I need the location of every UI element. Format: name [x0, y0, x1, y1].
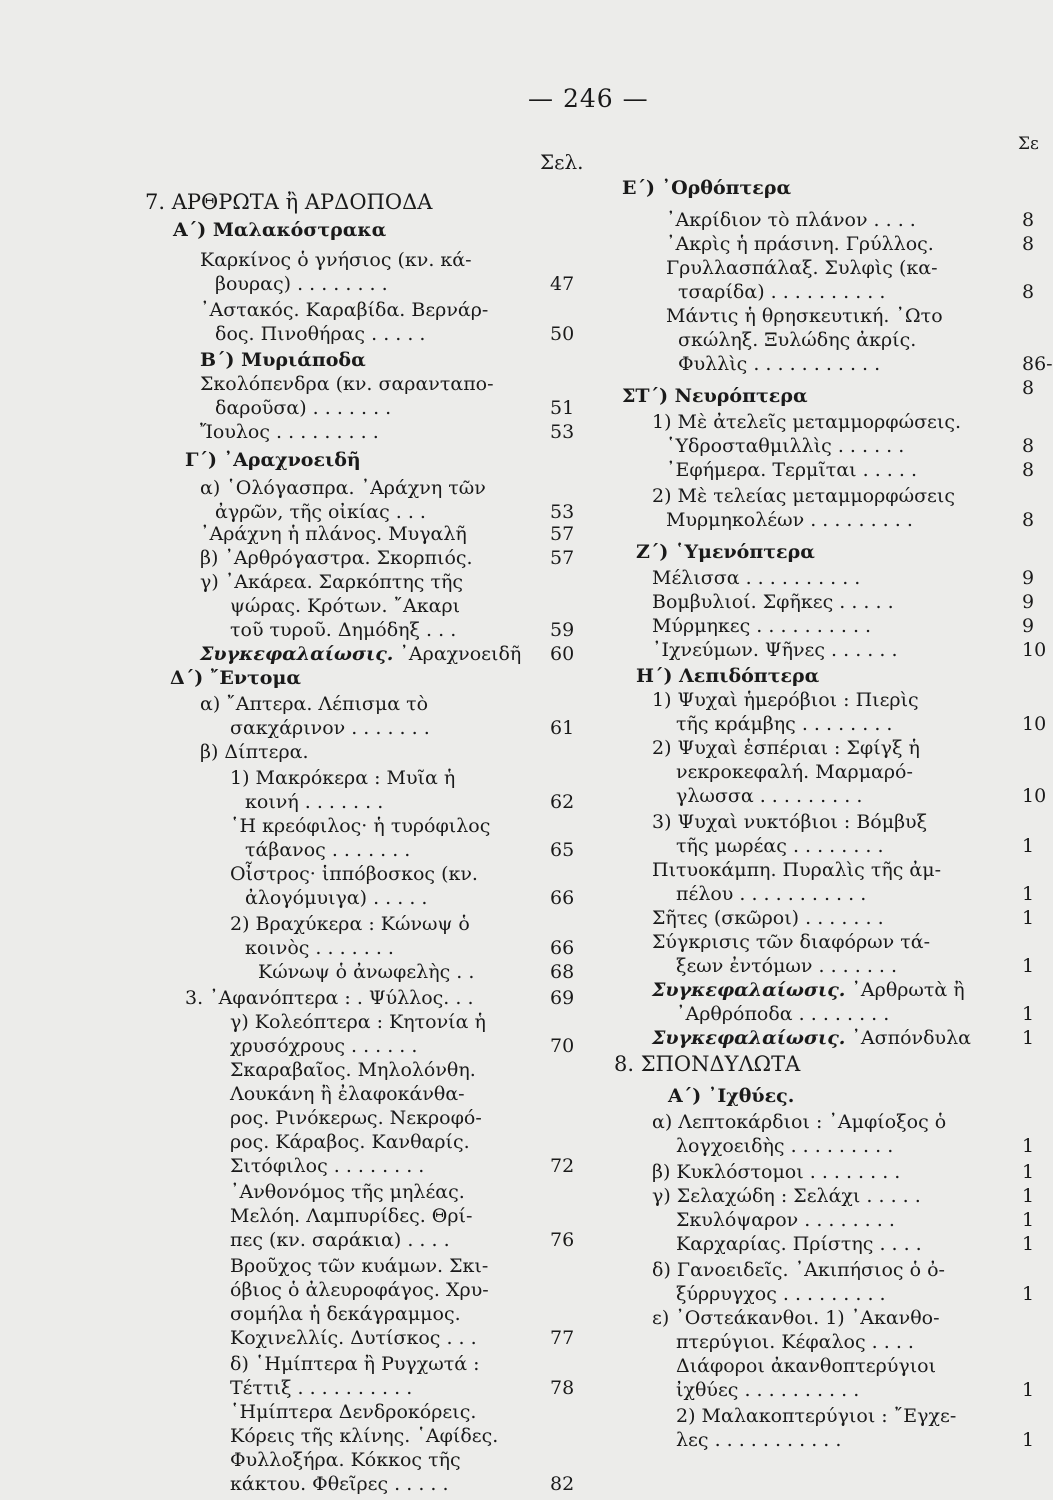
right-page-number: 1 — [1022, 1161, 1035, 1183]
left-entry-text: β) ᾿Αρθρόγαστρα. Σκορπιός. — [200, 547, 473, 569]
right-entry-text: Μάντις ἡ θρησκευτική. ᾿Ωτο — [666, 305, 943, 327]
right-page-number: 8 — [1022, 281, 1035, 303]
left-page-number: 53 — [550, 501, 575, 523]
left-page-number: 70 — [550, 1035, 575, 1057]
left-entry-text: Ἴουλος . . . . . . . . . — [200, 421, 379, 443]
right-entry-text: 2) Μαλακοπτερύγιοι : ῎Εγχε- — [676, 1405, 957, 1427]
left-page-number: 59 — [550, 619, 575, 641]
right-entry-text: τῆς μωρέας . . . . . . . . — [676, 835, 884, 857]
right-entry-text: ῾Υδροσταθμιλλὶς . . . . . . — [666, 435, 905, 457]
left-entry-text: Δ΄) ῎Εντομα — [170, 667, 301, 689]
left-entry-text: δαροῦσα) . . . . . . . — [215, 397, 392, 419]
left-entry-text: Κώνωψ ὁ ἀνωφελὴς . . — [258, 961, 475, 983]
left-page-number: 66 — [550, 887, 575, 909]
right-entry-text: ΣΤ΄) Νευρόπτερα — [622, 385, 808, 407]
left-page-number: 57 — [550, 547, 575, 569]
right-entry-text: Καρχαρίας. Πρίστης . . . . — [676, 1233, 922, 1255]
left-entry-text: ἀγρῶν, τῆς οἰκίας . . . — [215, 501, 426, 523]
right-entry-text: σκώληξ. Ξυλώδης ἀκρίς. — [678, 329, 917, 351]
right-entry-text: 2) Ψυχαὶ ἑσπέριαι : Σφίγξ ἡ — [652, 737, 920, 759]
right-page-number: 1 — [1022, 1027, 1035, 1049]
right-entry-text: Μέλισσα . . . . . . . . . . — [652, 567, 861, 589]
right-page-number: 1 — [1022, 1233, 1035, 1255]
left-entry-text: κάκτου. Φθεῖρες . . . . . — [230, 1473, 449, 1495]
left-page-number: 82 — [550, 1473, 575, 1495]
right-entry-text: γλωσσα . . . . . . . . . — [676, 785, 863, 807]
right-entry-text: Ε΄) ᾿Ορθόπτερα — [622, 177, 792, 199]
sel-column-label-right: Σε — [1018, 134, 1039, 154]
right-page-number: 1 — [1022, 1135, 1035, 1157]
right-entry-text: Συγκεφαλαίωσις. ᾿Αρθρωτὰ ἢ — [652, 979, 965, 1001]
right-entry-text: ξύρρυγχος . . . . . . . . . — [676, 1283, 886, 1305]
right-entry-text: πέλου . . . . . . . . . . . — [676, 883, 867, 905]
right-page-number: 8 — [1022, 233, 1035, 255]
left-entry-text: 1) Μακρόκερα : Μυῖα ἡ — [230, 767, 456, 789]
left-page-number: 66 — [550, 937, 575, 959]
right-entry-text: νεκροκεφαλή. Μαρμαρό- — [676, 761, 913, 783]
left-entry-text: σομήλα ἡ δεκάγραμμος. — [230, 1303, 461, 1325]
right-entry-text: Σῆτες (σκῶροι) . . . . . . . — [652, 907, 884, 929]
right-entry-text: Μυρμηκολέων . . . . . . . . . — [666, 509, 913, 531]
left-page-number: 61 — [550, 717, 575, 739]
left-entry-text: Λουκάνη ἢ ἐλαφοκάνθα- — [230, 1083, 465, 1105]
left-entry-text: Γ΄) ᾿Αραχνοειδῆ — [185, 449, 361, 471]
right-entry-text: 1) Ψυχαὶ ἡμερόβιοι : Πιερὶς — [652, 689, 919, 711]
right-entry-text: 2) Μὲ τελείας μεταμμορφώσεις — [652, 485, 955, 507]
right-entry-text: Η΄) Λεπιδόπτερα — [636, 665, 820, 687]
right-entry-text: τσαρίδα) . . . . . . . . . . — [678, 281, 886, 303]
right-page-number: 1 — [1022, 907, 1035, 929]
right-entry-text: Φυλλὶς . . . . . . . . . . . — [678, 353, 881, 375]
left-entry-text: Συγκεφαλαίωσις. ᾿Αραχνοειδῆ — [200, 643, 522, 665]
left-entry-text: ῾Η κρεόφιλος· ἡ τυρόφιλος — [230, 815, 491, 837]
left-page-number: 47 — [550, 273, 575, 295]
right-entry-text: ᾿Ακρίδιον τὸ πλάνον . . . . — [666, 209, 916, 231]
left-page-number: 65 — [550, 839, 575, 861]
left-entry-text: πες (κν. σαράκια) . . . . — [230, 1229, 450, 1251]
left-entry-text: α) ῎Απτερα. Λέπισμα τὸ — [200, 693, 429, 715]
left-entry-text: Σκολόπενδρα (κν. σαρανταπο- — [200, 373, 494, 395]
left-entry-text: ᾿Αράχνη ἡ πλάνος. Μυγαλῆ — [200, 523, 467, 545]
right-entry-text: Συγκεφαλαίωσις. ᾿Ασπόνδυλα — [652, 1027, 971, 1049]
right-entry-text: ᾿Ιχνεύμων. Ψῆνες . . . . . . — [652, 639, 898, 661]
right-entry-text: Α΄) ᾿Ιχθύες. — [668, 1085, 795, 1107]
right-page-number: 86-8 — [1022, 353, 1053, 399]
right-page-number: 1 — [1022, 883, 1035, 905]
right-entry-text: Σκυλόψαρον . . . . . . . . — [676, 1209, 895, 1231]
left-entry-text: κοινή . . . . . . . — [245, 791, 384, 813]
right-entry-text: ξεων ἐντόμων . . . . . . . — [676, 955, 898, 977]
right-entry-text: ᾿Αρθρόποδα . . . . . . . . — [676, 1003, 890, 1025]
left-entry-text: Κοχινελλίς. Δυτίσκος . . . — [230, 1327, 477, 1349]
left-entry-text: δος. Πινοθήρας . . . . . — [215, 323, 426, 345]
left-entry-text: Βροῦχος τῶν κυάμων. Σκι- — [230, 1255, 489, 1277]
left-entry-text: τάβανος . . . . . . . — [245, 839, 411, 861]
left-entry-text: χρυσόχρους . . . . . . — [230, 1035, 418, 1057]
right-entry-text: Ζ΄) ῾Υμενόπτερα — [636, 541, 815, 563]
left-entry-text: Φυλλοξήρα. Κόκκος τῆς — [230, 1449, 461, 1471]
left-entry-text: α) ῾Ολόγασπρα. ᾿Αράχνη τῶν — [200, 477, 486, 499]
left-entry-text: β) Δίπτερα. — [200, 741, 309, 763]
left-entry-text: Καρκίνος ὁ γνήσιος (κν. κά- — [200, 249, 472, 271]
right-entry-text: Πιτυοκάμπη. Πυραλὶς τῆς ἀμ- — [652, 859, 941, 881]
left-entry-text: βουρας) . . . . . . . . — [215, 273, 388, 295]
left-entry-text: γ) ᾿Ακάρεα. Σαρκόπτης τῆς — [200, 571, 464, 593]
right-entry-text: ἰχθύες . . . . . . . . . . — [676, 1379, 860, 1401]
right-page-number: 1 — [1022, 1379, 1035, 1401]
left-entry-text: δ) ῾Ημίπτερα ἢ Ρυγχωτά : — [230, 1353, 480, 1375]
left-page-number: 78 — [550, 1377, 575, 1399]
left-entry-text: ψώρας. Κρότων. ῎Ακαρι — [230, 595, 461, 617]
right-entry-text: 8. ΣΠΟΝΔΥΛΩΤΑ — [614, 1052, 801, 1076]
left-page-number: 76 — [550, 1229, 575, 1251]
right-page-number: 1 — [1022, 1185, 1035, 1207]
right-page-number: 10 — [1022, 713, 1047, 735]
left-entry-text: ᾿Αστακός. Καραβίδα. Βερνάρ- — [200, 299, 489, 321]
right-entry-text: ᾿Εφήμερα. Τερμῖται . . . . . — [666, 459, 917, 481]
right-entry-text: πτερύγιοι. Κέφαλος . . . . — [676, 1331, 914, 1353]
left-page-number: 60 — [550, 643, 575, 665]
right-page-number: 8 — [1022, 509, 1035, 531]
left-page-number: 72 — [550, 1155, 575, 1177]
right-page-number: 1 — [1022, 1003, 1035, 1025]
left-entry-text: Β΄) Μυριάποδα — [200, 349, 366, 371]
left-entry-text: όβιος ὁ ἀλευροφάγος. Χρυ- — [230, 1279, 489, 1301]
right-entry-text: β) Κυκλόστομοι . . . . . . . . — [652, 1161, 901, 1183]
sel-column-label: Σελ. — [540, 150, 584, 174]
left-page-number: 57 — [550, 523, 575, 545]
left-entry-text: Σιτόφιλος . . . . . . . . — [230, 1155, 425, 1177]
right-page-number: 8 — [1022, 435, 1035, 457]
left-entry-text: 3. ᾿Αφανόπτερα : . Ψύλλος. . . — [185, 987, 474, 1009]
right-entry-text: ε) ᾿Οστεάκανθοι. 1) ᾿Ακανθο- — [652, 1307, 940, 1329]
right-entry-text: ᾿Ακρὶς ἡ πράσινη. Γρύλλος. — [666, 233, 934, 255]
right-entry-text: 3) Ψυχαὶ νυκτόβιοι : Βόμβυξ — [652, 811, 928, 833]
left-entry-text: ᾿Ανθονόμος τῆς μηλέας. — [230, 1181, 465, 1203]
right-page-number: 9 — [1022, 615, 1035, 637]
right-entry-text: Βομβυλιοί. Σφῆκες . . . . . — [652, 591, 894, 613]
right-entry-text: γ) Σελαχώδη : Σελάχι . . . . . — [652, 1185, 921, 1207]
left-entry-text: Μελόη. Λαμπυρίδες. Θρί- — [230, 1205, 473, 1227]
left-entry-text: Σκαραβαῖος. Μηλολόνθη. — [230, 1059, 476, 1081]
left-page-number: 68 — [550, 961, 575, 983]
right-page-number: 9 — [1022, 567, 1035, 589]
right-entry-text: Διάφοροι ἀκανθοπτερύγιοι — [676, 1355, 937, 1377]
left-page-number: 50 — [550, 323, 575, 345]
right-entry-text: λογχοειδὴς . . . . . . . . . — [676, 1135, 894, 1157]
right-entry-text: Σύγκρισις τῶν διαφόρων τά- — [652, 931, 931, 953]
right-page-number: 1 — [1022, 1209, 1035, 1231]
right-entry-text: 1) Μὲ ἀτελεῖς μεταμμορφώσεις. — [652, 411, 962, 433]
right-page-number: 1 — [1022, 1283, 1035, 1305]
left-entry-text: ῾Ημίπτερα Δενδροκόρεις. — [230, 1401, 477, 1423]
right-entry-text: δ) Γανοειδεῖς. ᾿Ακιπήσιος ὁ ὀ- — [652, 1259, 945, 1281]
right-page-number: 1 — [1022, 955, 1035, 977]
page-number: — 246 — — [528, 84, 649, 113]
right-page-number: 1 — [1022, 1429, 1035, 1451]
left-entry-text: ἀλογόμυιγα) . . . . . — [245, 887, 428, 909]
left-page-number: 69 — [550, 987, 575, 1009]
left-entry-text: Τέττιξ . . . . . . . . . . — [230, 1377, 413, 1399]
right-page-number: 8 — [1022, 459, 1035, 481]
left-page-number: 62 — [550, 791, 575, 813]
right-page-number: 9 — [1022, 591, 1035, 613]
right-entry-text: τῆς κράμβης . . . . . . . . — [676, 713, 893, 735]
left-entry-text: Α΄) Μαλακόστρακα — [173, 219, 387, 241]
left-entry-text: τοῦ τυροῦ. Δημόδηξ . . . — [230, 619, 457, 641]
right-page-number: 10 — [1022, 639, 1047, 661]
left-entry-text: Κόρεις τῆς κλίνης. ῾Αφίδες. — [230, 1425, 499, 1447]
left-entry-text: 7. ΑΡΘΡΩΤΑ ἢ ΑΡΔΟΠΟΔΑ — [145, 190, 433, 214]
right-entry-text: α) Λεπτοκάρδιοι : ᾿Αμφίοξος ὁ — [652, 1111, 947, 1133]
right-entry-text: Γρυλλασπάλαξ. Συλφὶς (κα- — [666, 257, 938, 279]
left-entry-text: Οἶστρος· ἱππόβοσκος (κν. — [230, 863, 478, 885]
left-entry-text: κοινὸς . . . . . . . — [245, 937, 394, 959]
left-page-number: 51 — [550, 397, 575, 419]
right-entry-text: λες . . . . . . . . . . . — [676, 1429, 842, 1451]
left-entry-text: σακχάρινον . . . . . . . — [230, 717, 430, 739]
left-entry-text: ρος. Ρινόκερως. Νεκροφό- — [230, 1107, 482, 1129]
left-page-number: 77 — [550, 1327, 575, 1349]
right-entry-text: Μύρμηκες . . . . . . . . . . — [652, 615, 872, 637]
right-page-number: 1 — [1022, 835, 1035, 857]
left-entry-text: γ) Κολεόπτερα : Κητονία ἡ — [230, 1011, 486, 1033]
right-page-number: 10 — [1022, 785, 1047, 807]
left-entry-text: ρος. Κάραβος. Κανθαρίς. — [230, 1131, 470, 1153]
right-page-number: 8 — [1022, 209, 1035, 231]
left-entry-text: 2) Βραχύκερα : Κώνωψ ὁ — [230, 913, 470, 935]
left-page-number: 53 — [550, 421, 575, 443]
